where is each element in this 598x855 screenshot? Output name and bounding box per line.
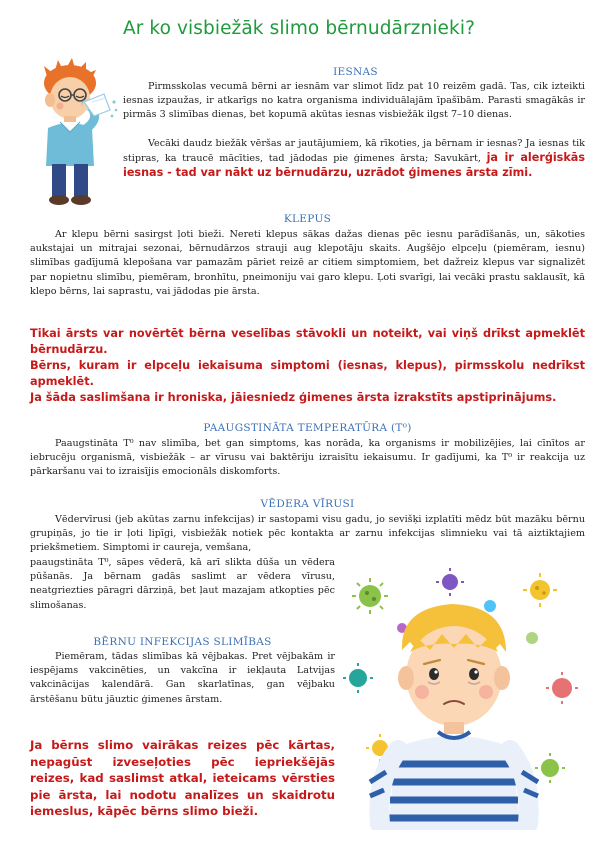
infekcijas-paragraph: Piemēram, tādas slimības kā vējbakas. Pret vējbakām ir iespējams vakcinēties, un vakcīna ir iekļauta Latvijas vakcinācijas kalendārā. Gan skarlatīnas, gan vējbaku ārstēšanu būtu jāuztic ģimenes ārstam. [30,651,335,705]
final-warning: Ja bērns slimo vairākas reizes pēc kārtas, nepagūst izveseļoties pēc iepriekšējās reizes, kad saslimst atkal, ieteicams vērsties pie ārsta, lai nodotu analīzes un skaidrotu iemeslus, kāpēc bērns slimo bieži. [30,738,335,819]
section-heading-iesnas: IESNAS [333,66,378,78]
sick-boy-with-germs-illustration [340,568,578,830]
iesnas-paragraph-2-text: Vecāki daudz biežāk vēršas ar jautājumiem, kā rīkoties, ja bērnam ir iesnas? Ja iesnas tik stipras, ka traucē mācīties, tad jādodas pie ģimenes ārsta; Savukārt, [123,138,585,165]
sneezing-child-illustration [30,58,120,208]
temperatura-paragraph: Paaugstināta T⁰ nav slimība, bet gan simptoms, kas norāda, ka organisms ir mobilizējies, lai cīnītos ar iebrucēju organismā, visbiežāk – ar vīrusu vai baktēriju izraisītu iekaisumu. Ir gadījumi, ka T⁰ ir reakcija uz pārkaršanu vai to izraisījis emocionāls diskomforts. [30,438,585,478]
section-heading-infekcijas: BĒRNU INFEKCIJAS SLIMĪBAS [93,636,272,648]
germ-icon-3 [436,568,464,596]
klepus-warning-3: Ja šāda saslimšana ir hroniska, jāiesniedz ģimenes ārsta izrakstīts apstiprinājums. [30,391,557,404]
iesnas-warning-inline: ja ir alerģiskās iesnas - tad var nākt uz bērnudārzu, uzrādot ģimenes ārsta zīmi. [123,151,585,180]
germ-icon-1 [352,578,388,614]
section-heading-vedera-virusi: VĒDERA VĪRUSI [260,498,355,510]
germ-icon-2 [523,573,557,607]
klepus-warning-2: Bērns, kuram ir elpceļu iekaisuma simptomi (iesnas, klepus), pirmsskolu nedrīkst apmeklēt. [30,359,585,388]
germ-icon-7 [535,753,565,783]
section-heading-temperatura: PAAUGSTINĀTA TEMPERATŪRA (T⁰) [203,422,412,434]
iesnas-paragraph-2 [123,137,585,182]
germ-icon-4 [343,663,373,693]
vedera-paragraph-b: paaugstināta T⁰, sāpes vēderā, kā arī slikta dūša un vēdera pūšanās. Ja bērnam gadās saslimt ar vēdera vīrusu, neatgriezties pāragri dārziņā, bet ļaut mazajam atkopties pēc slimošanas. [30,557,335,611]
klepus-paragraph: Ar klepu bērni sasirgst ļoti bieži. Nereti klepus sākas dažas dienas pēc iesnu parādīšanās, un, sākoties aukstajai un mitrajai sezonai, bērnudārzos strauji aug klepotāju skaits. Augšējo elpceļu (piemēram, iesnu) slimības gadījumā klepošana var pamazām pāriet reizē ar citiem simptomiem, bet dažreiz klepus var signalizēt par nopietnu slimību, piemēram, bronhītu, pneimoniju vai garo klepu. Ļoti svarīgi, lai vecāki prastu saklausīt, kā klepo bērns, lai saprastu, vai jādodas pie ārsta. [30,229,585,297]
vedera-paragraph-a: Vēdervīrusi (jeb akūtas zarnu infekcijas) ir sastopami visu gadu, jo sevišķi izplatīti mēdz būt mazāku bērnu grupiņās, jo tie ir ļoti lipīgi, visbiežāk notiek pēc kontakta ar zarnu infekcijas slimnieku vai tā aiztiktajiem priekšmetiem. Simptomi ir caureja, vemšana, [30,514,585,554]
klepus-warning-1: Tikai ārsts var novērtēt bērna veselības stāvokli un noteikt, vai viņš drīkst apmeklēt bērnudārzu. [30,327,585,356]
page-title: Ar ko visbiežāk slimo bērnudārznieki? [122,18,476,39]
section-heading-klepus: KLEPUS [283,213,332,225]
iesnas-paragraph-1: Pirmsskolas vecumā bērni ar iesnām var slimot līdz pat 10 reizēm gadā. Tas, cik izteikti iesnas izpaužas, ir atkarīgs no katra organisma individuālajām īpašībām. Parasti smagākās ir pirmās 3 slimības dienas, bet kopumā akūtas iesnas visbiežāk ilgst 7–10 dienas. [123,81,585,121]
germ-icon-5 [546,672,578,704]
